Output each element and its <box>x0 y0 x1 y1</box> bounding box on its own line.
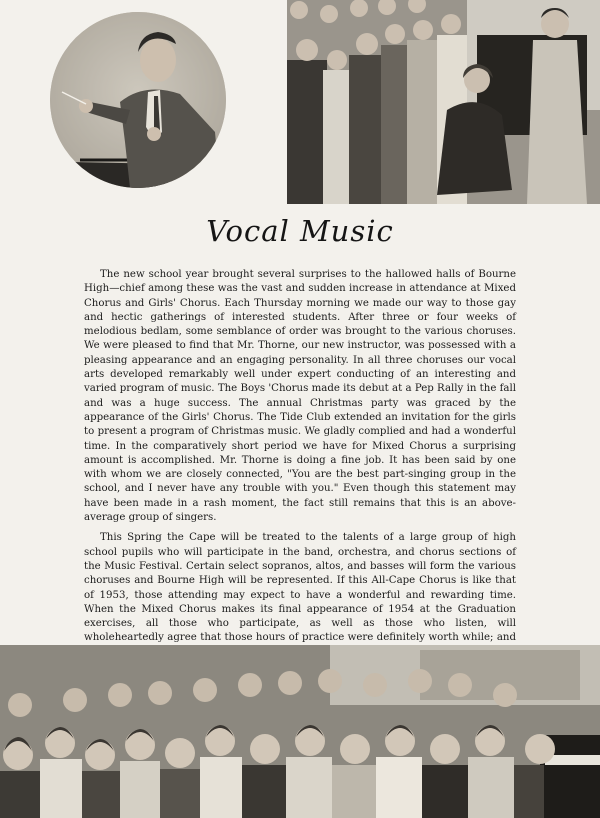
article-paragraph: This Spring the Cape will be treated to the talents of a large group of high school pupils who will participate in the band, orchestra, and chorus sections of the Music Festival. Certain select sopranos, altos, and basses will form the various choruses and Bourne High will be represented. If this All-Cape Chorus is like that of 1953, those attending may expect to have a wonderful and rewarding time. When the Mixed Chorus makes its final appearance of 1954 at the Graduation exercises, all those who participate, as well as those who listen, will wholeheartedly agree that those hours of practice were definitely worth while; and <box>84 532 516 644</box>
conductor-figure-icon <box>50 12 226 188</box>
girls-chorus-group-photo <box>0 645 600 818</box>
page-title: Vocal Music <box>206 214 394 248</box>
singers-group-icon <box>287 0 600 204</box>
article-body <box>84 268 516 666</box>
chorus-crowd-icon <box>0 645 600 818</box>
article-paragraph: The new school year brought several surprises to the hallowed halls of Bourne High—chief among these was the vast and sudden increase in attendance at Mixed Chorus and Girls' Chorus. Each Thursday morning we made our way to those gay and hectic gatherings of interested students. After three or four weeks of melodious bedlam, some semblance of order was brought to the various choruses. We were pleased to find that Mr. Thorne, our new instructor, was possessed with a pleasing appearance and an engaging personality. In all three choruses our vocal arts developed remarkably well under expert conducting of an interesting and varied program of music. The Boys 'Chorus made its debut at a Pep Rally in the fall and was a huge success. The annual Christmas party was graced by the appearance of the Girls' Chorus. The Tide Club extended an invitation for the girls to present a program of Christmas music. We gladly complied and had a wonderful time. In the comparatively short period we have for Mixed Chorus a surprising amount is accomplished. Mr. Thorne is doing a fine job. It has been said by one with whom we are closely connected, "You are the best part-singing group in the school, and I never have any trouble with you." Even though this statement may have been made in a rash moment, the fact still remains that this is an above-average group of singers. <box>84 269 516 524</box>
chorus-group-at-piano-photo <box>287 0 600 204</box>
conductor-portrait-photo <box>50 12 226 188</box>
